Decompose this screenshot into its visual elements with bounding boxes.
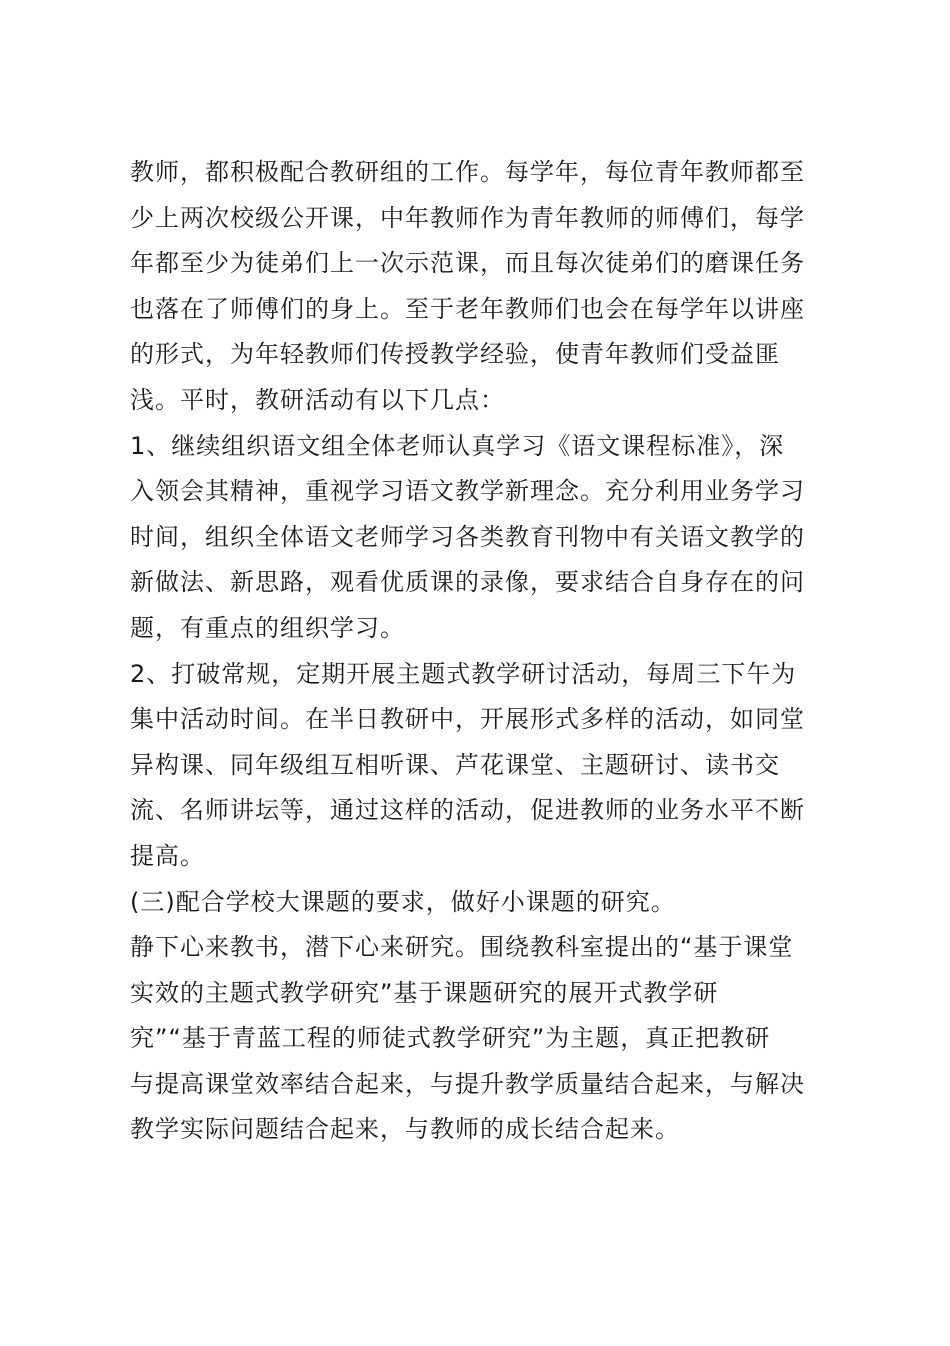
text-line: 浅。平时，教研活动有以下几点： [130, 385, 505, 414]
section-heading: (三)配合学校大课题的要求，做好小课题的研究。 [130, 887, 676, 916]
text-line: 提高。 [130, 841, 205, 870]
list-item-2-line: 2、打破常规，定期开展主题式教学研讨活动，每周三下午为 [130, 659, 797, 688]
text-line: 与提高课堂效率结合起来，与提升教学质量结合起来，与解决 [130, 1069, 805, 1098]
text-line: 少上两次校级公开课，中年教师作为青年教师的师傅们，每学 [130, 203, 805, 232]
text-line: 集中活动时间。在半日教研中，开展形式多样的活动，如同堂 [130, 705, 805, 734]
text-line: 教学实际问题结合起来，与教师的成长结合起来。 [130, 1115, 680, 1144]
text-line: 异构课、同年级组互相听课、芦花课堂、主题研讨、读书交 [130, 750, 780, 779]
text-line: 新做法、新思路，观看优质课的录像，要求结合自身存在的问 [130, 568, 805, 597]
text-line: 静下心来教书，潜下心来研究。围绕教科室提出的“基于课堂 [130, 933, 794, 962]
text-line: 教师，都积极配合教研组的工作。每学年，每位青年教师都至 [130, 158, 805, 186]
text-line: 也落在了师傅们的身上。至于老年教师们也会在每学年以讲座 [130, 294, 805, 323]
text-line: 流、名师讲坛等，通过这样的活动，促进教师的业务水平不断 [130, 796, 805, 825]
text-line: 入领会其精神，重视学习语文教学新理念。充分利用业务学习 [130, 477, 805, 506]
document-body [130, 150, 830, 1153]
text-line: 实效的主题式教学研究”基于课题研究的展开式教学研 [130, 978, 719, 1007]
text-line: 究”“基于青蓝工程的师徒式教学研究”为主题，真正把教研 [130, 1024, 771, 1053]
text-line: 时间，组织全体语文老师学习各类教育刊物中有关语文教学的 [130, 522, 805, 551]
text-line: 年都至少为徒弟们上一次示范课，而且每次徒弟们的磨课任务 [130, 249, 805, 278]
list-item-1-line: 1、继续组织语文组全体老师认真学习《语文课程标准》，深 [130, 431, 785, 460]
text-line: 的形式，为年轻教师们传授教学经验，使青年教师们受益匪 [130, 340, 780, 369]
text-line: 题，有重点的组织学习。 [130, 613, 405, 642]
